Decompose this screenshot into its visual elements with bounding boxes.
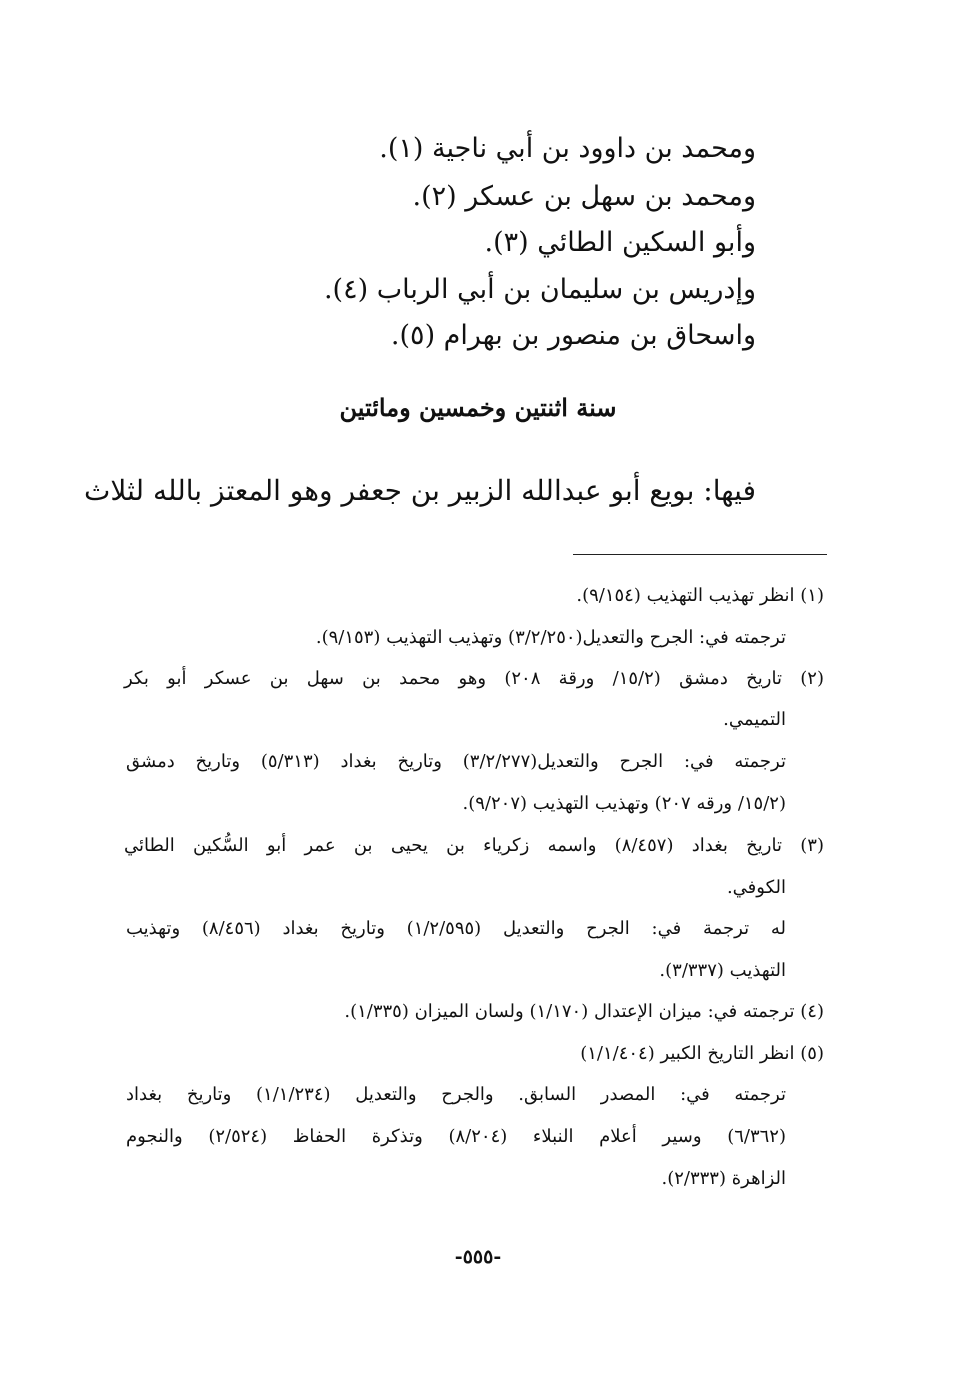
footnote-4: (٤) ترجمته في: ميزان الإعتدال (١/١٧٠) ولسان الميزان (١/٣٣٥). xyxy=(344,1001,824,1022)
footnote-3: (٣) تاريخ بغداد (٨/٤٥٧) واسمه زكرياء بن يحيى بن عمر أبو السُّكين الطائي xyxy=(124,835,824,856)
footnote-3-cont: الكوفي. xyxy=(726,877,786,898)
narrator-line-4: وإدريس بن سليمان بن أبي الرباب (٤). xyxy=(323,274,756,305)
footnote-5-sources-end: الزاهرة (٢/٣٣٣). xyxy=(661,1168,786,1189)
footnote-2-sources: ترجمته في: الجرح والتعديل(٣/٢/٢٧٧) وتاريخ بغداد (٥/٣١٣) وتاريخ دمشق xyxy=(126,751,786,772)
narrator-line-3: وأبو السكين الطائي (٣). xyxy=(484,227,756,258)
footnote-1: (١) انظر تهذيب التهذيب (٩/١٥٤). xyxy=(576,585,824,606)
footnote-2-cont: التميمي. xyxy=(723,709,786,730)
footnote-divider xyxy=(573,554,827,555)
narrator-line-5: واسحاق بن منصور بن بهرام (٥). xyxy=(390,320,756,351)
footnote-2: (٢) تاريخ دمشق (١٥/٢/ ورقة ٢٠٨) وهو محمد بن سهل بن عسكر أبو بكر xyxy=(124,668,824,689)
footnote-5-sources: ترجمته في: المصدر السابق. والجرح والتعديل (١/١/٢٣٤) وتاريخ بغداد xyxy=(126,1084,786,1105)
footnote-5-sources-cont: (٦/٣٦٢) وسير أعلام النبلاء (٨/٢٠٤) وتذكرة الحفاظ (٢/٥٢٤) والنجوم xyxy=(126,1126,786,1147)
page-number: -٥٥٥- xyxy=(454,1246,502,1268)
footnote-3-sources: له ترجمة في: الجرح والتعديل (١/٢/٥٩٥) وتاريخ بغداد (٨/٤٥٦) وتهذيب xyxy=(126,918,786,939)
section-heading: سنة اثنتين وخمسين ومائتين xyxy=(339,393,617,422)
footnote-1-sources: ترجمته في: الجرح والتعديل(٣/٢/٢٥٠) وتهذيب التهذيب (٩/١٥٣). xyxy=(315,627,786,648)
narrator-line-1: ومحمد بن داوود بن أبي ناجية (١). xyxy=(379,133,756,164)
intro-paragraph: فيها: بويع أبو عبدالله الزبير بن جعفر وهو المعتز بالله لثلاث xyxy=(84,474,756,507)
footnote-2-sources-cont: (١٥/٢/ ورقه ٢٠٧) وتهذيب التهذيب (٩/٢٠٧). xyxy=(462,793,786,814)
narrator-line-2: ومحمد بن سهل بن عسكر (٢). xyxy=(412,181,756,212)
footnote-5: (٥) انظر التاريخ الكبير (١/١/٤٠٤) xyxy=(580,1043,824,1064)
footnote-3-sources-cont: التهذيب (٣/٣٣٧). xyxy=(659,960,786,981)
